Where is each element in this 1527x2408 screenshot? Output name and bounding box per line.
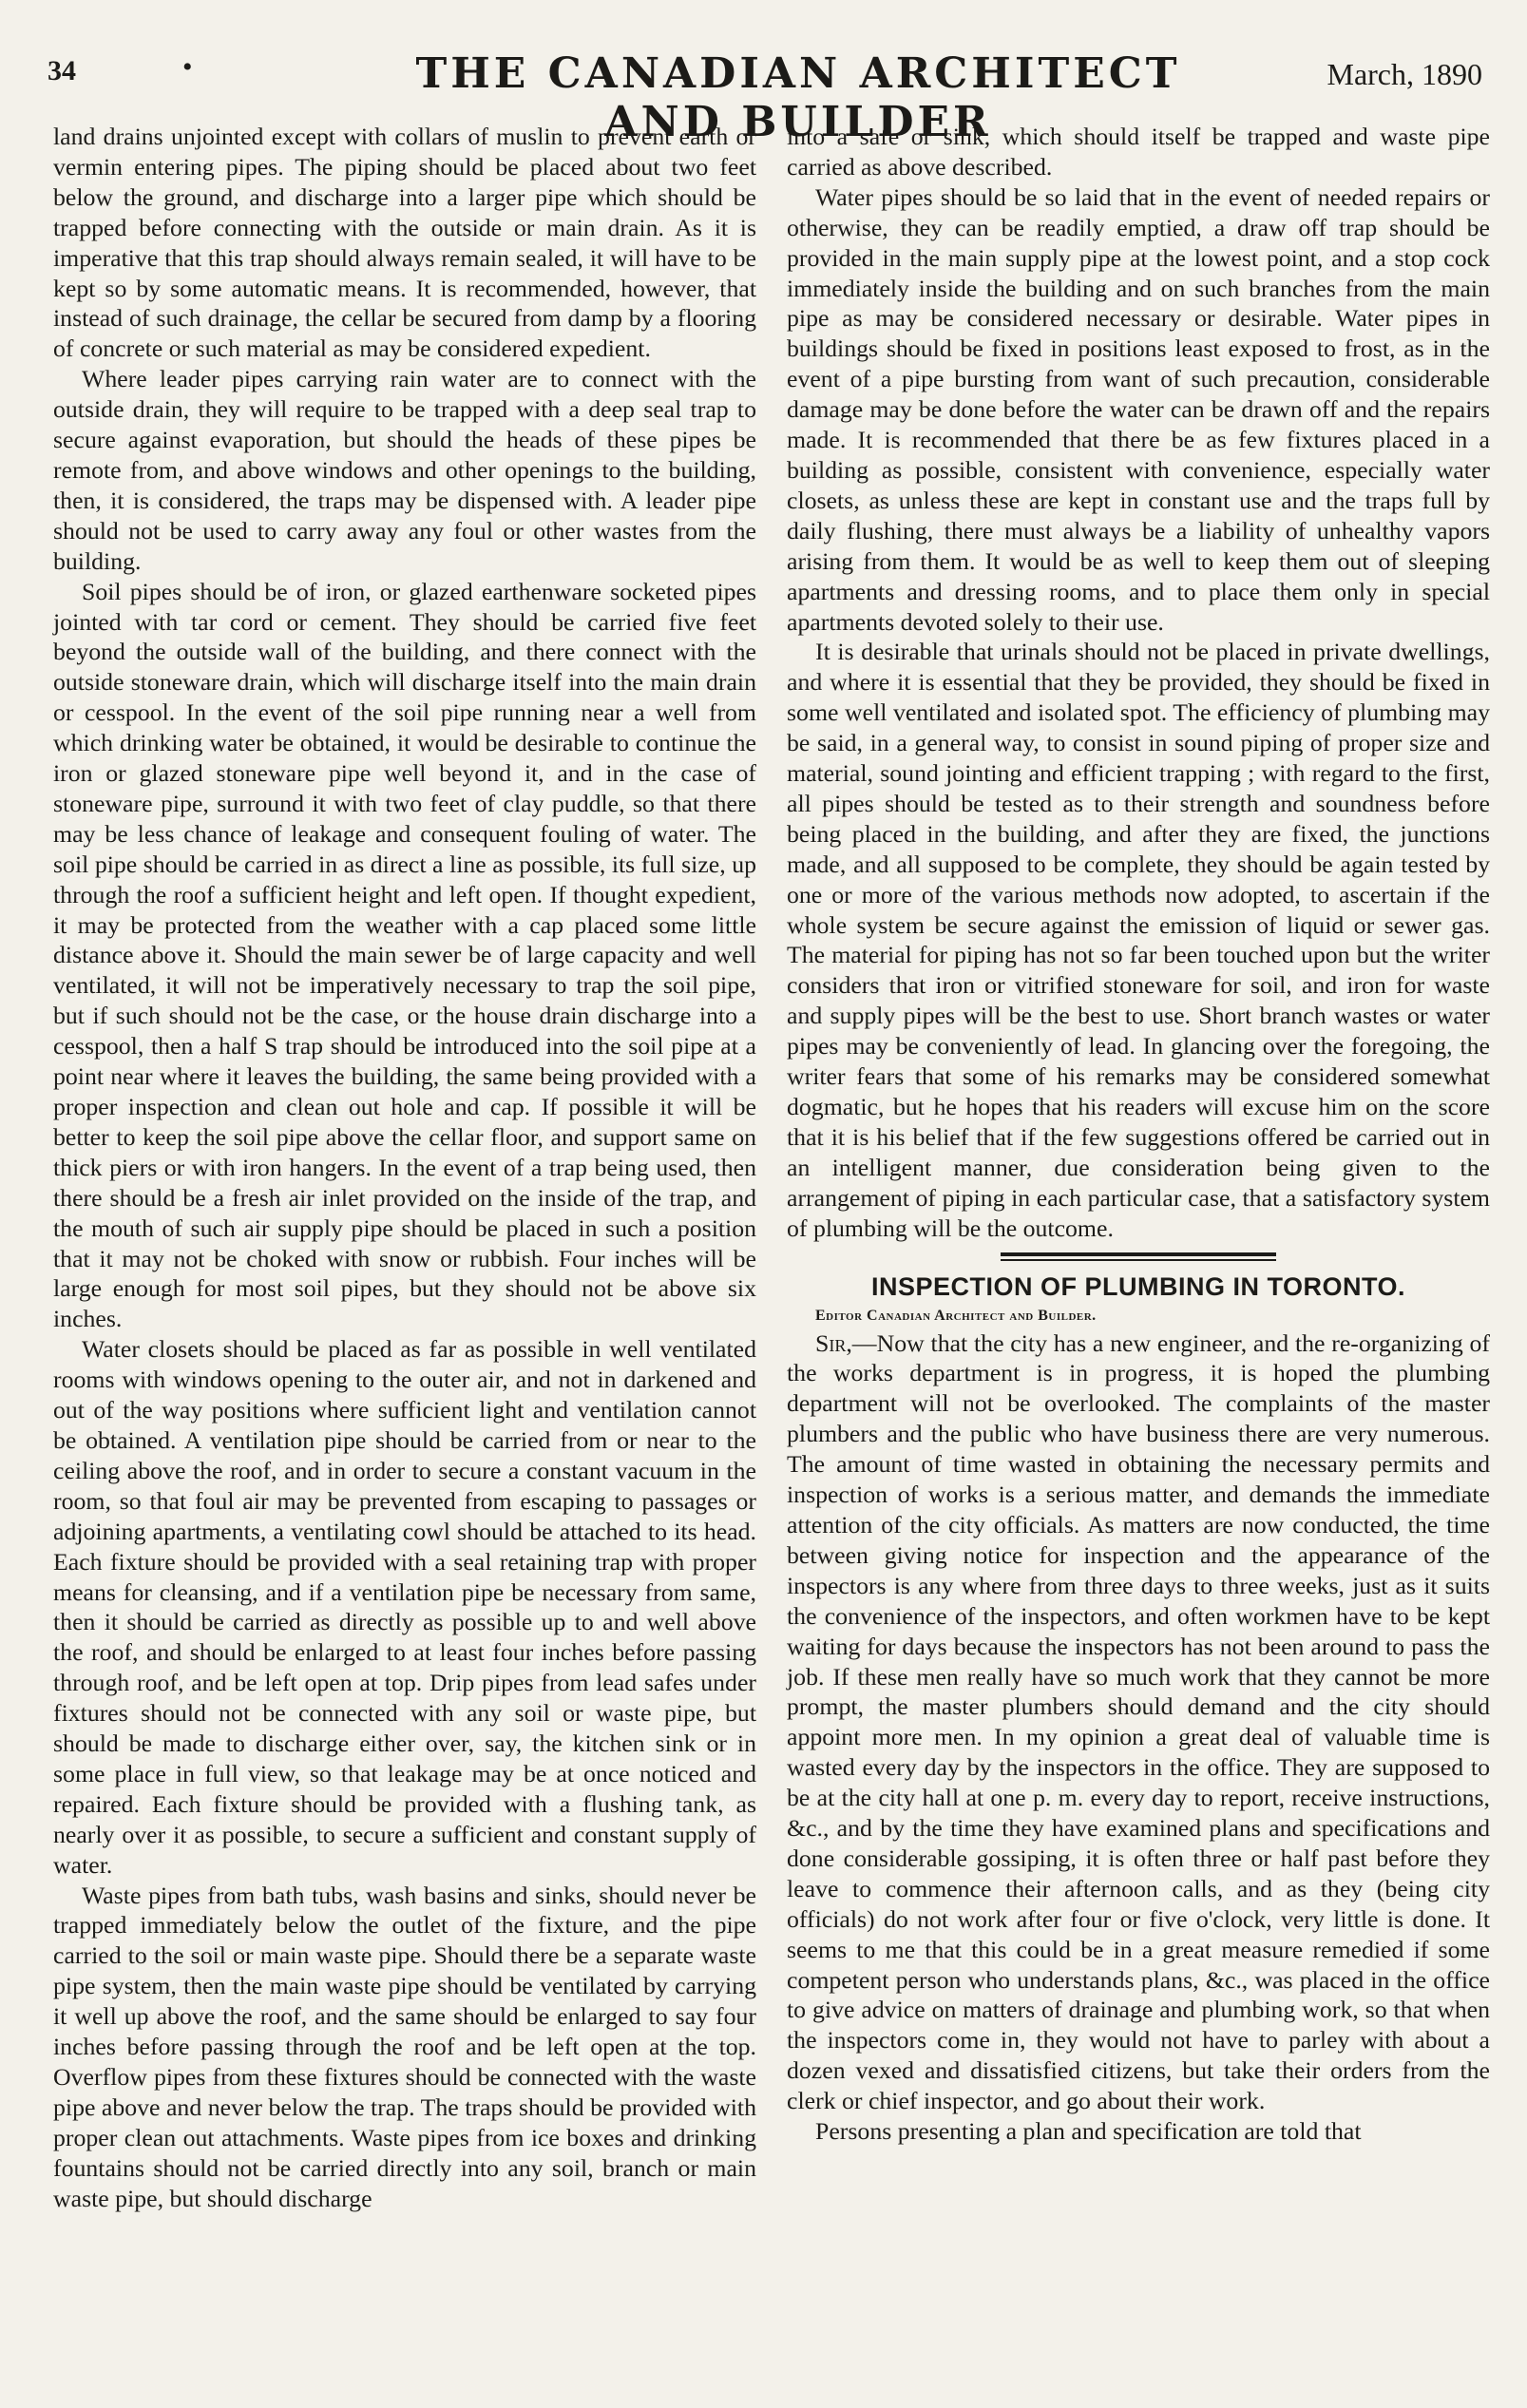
header-separator: •	[182, 51, 193, 83]
page-number: 34	[48, 55, 76, 86]
letter-body: —Now that the city has a new engineer, and the re-organizing of the works department is in progress, it is hoped the plumbing department will not be overlooked. The complaints of the master plumbers and the public who have business there are very numerous. The amount of time wasted in obtaining the necessary permits and inspection of works is a serious matter, and demands the immediate attention of the city officials. As matters are now conducted, the time between giving notice for inspection and the appearance of the inspectors is any where from three days to three weeks, just as it suits the convenience of the inspectors, and often workmen have to be kept waiting for days because the inspectors has not been around to pass the job. If these men really have so much work that they cannot be more prompt, the master plumbers should demand and the city should appoint more men. In my opinion a great deal of valuable time is wasted every day by the inspectors in the office. They are supposed to be at the city hall at one p. m. every day to report, receive instructions, &c., and by the time they have examined plans and specifications and done considerable gossiping, it is often three or half past before they leave to commence their afternoon calls, and as they (being city officials) do not work after four or five o'clock, very little is done. It seems to me that this could be in a great measure remedied if some competent person who understands plans, &c., was placed in the office to give advice on matters of drainage and plumbing work, so that when the inspectors come in, they would not have to parley with about a dozen vexed and dissatisfied citizens, but take their orders from the clerk or chief inspector, and go about their work.	[787, 1328, 1490, 2115]
article-heading: INSPECTION OF PLUMBING IN TORONTO.	[870, 1271, 1406, 1301]
paragraph: Where leader pipes carrying rain water are to connect with the outside drain, they will require to be trapped with a deep seal trap to secure against evaporation, but should the heads of these pipes be remote from, and above windows and other openings to the building, then, it is considered, the traps may be dispensed with. A leader pipe should not be used to carry away any foul or other wastes from the building.	[53, 365, 756, 575]
paragraph: Soil pipes should be of iron, or glazed earthenware socketed pipes jointed with tar cord or cement. They should be carried five feet beyond the outside wall of the building, and there connect with the outside stoneware drain, which will discharge itself into the main drain or cesspool. In the event of the soil pipe running near a well from which drinking water be obtained, it would be desirable to continue the iron or glazed stoneware pipe well beyond it, and in the case of stoneware pipe, surround it with two feet of clay puddle, so that there may be less chance of leakage and consequent fouling of water. The soil pipe should be carried in as direct a line as possible, its full size, up through the roof a sufficient height and left open. If thought expedient, it may be protected from the weather with a cap placed some little distance above it. Should the main sewer be of large capacity and well ventilated, it will not be imperatively necessary to trap the soil pipe, but if such should not be the case, or the house drain discharge into a cesspool, then a half S trap should be introduced into the soil pipe at a point near where it leaves the building, the same being provided with a proper inspection and clean out hole and cap. If possible it will be better to keep the soil pipe above the cellar floor, and support same on thick piers or with iron hangers. In the event of a trap being used, then there should be a fresh air inlet provided on the inside of the trap, and the mouth of such air supply pipe should be placed in such a position that it may not be choked with snow or rubbish. Four inches will be large enough for most soil pipes, but they should not be above six inches.	[53, 577, 756, 1333]
section-divider	[1001, 1252, 1276, 1261]
masthead-title: THE CANADIAN ARCHITECT AND BUILDER	[415, 49, 1181, 146]
page-header	[48, 49, 1482, 146]
paragraph: It is desirable that urinals should not be placed in private dwellings, and where it is essential that they be provided, they should be fixed in some well ventilated and isolated spot. The efficiency of plumbing may be said, in a general way, to consist in sound piping of proper size and material, sound jointing and efficient trapping ; with regard to the first, all pipes should be tested as to their strength and soundness before being placed in the building, and after they are fixed, the junctions made, and all supposed to be complete, they should be again tested by one or more of the various methods now adopted, to ascertain if the whole system be secure against the emission of liquid or sewer gas. The material for piping has not so far been touched upon but the writer considers that iron or vitrified stoneware for soil, and iron for waste and supply pipes will be the best to use. Short branch wastes or water pipes may be conveniently of lead. In glancing over the foregoing, the writer fears that some of his remarks may be considered somewhat dogmatic, but he hopes that his readers will excuse him on the score that it is his belief that if the few suggestions offered be carried out in an intelligent manner, due consideration being given to the arrangement of piping in each particular case, that a satisfactory system of plumbing will be the outcome.	[787, 638, 1490, 1242]
paragraph: land drains unjointed except with collars of muslin to prevent earth or vermin entering pipes. The piping should be placed about two feet below the ground, and discharge into a larger pipe which should be trapped before connecting with the outside or main drain. As it is imperative that this trap should always remain sealed, it will have to be kept so by some automatic means. It is recommended, however, that instead of such drainage, the cellar be secured from damp by a flooring of concrete or such material as may be considered expedient.	[53, 123, 756, 363]
editor-address: Editor Canadian Architect and Builder.	[815, 1307, 1097, 1324]
paragraph: Waste pipes from bath tubs, wash basins and sinks, should never be trapped immediately below the outlet of the fixture, and the pipe carried to the soil or main waste pipe. Should there be a separate waste pipe system, then the main waste pipe should be ventilated by carrying it well up above the roof, and the same should be enlarged to say four inches before passing through the roof and be left open at the top. Overflow pipes from these fixtures should be connected with the waste pipe above and never below the trap. The traps should be provided with proper clean out attachments. Waste pipes from ice boxes and drinking fountains should not be carried directly into any soil, branch or main waste pipe, but should discharge	[53, 1881, 756, 2212]
issue-date: March, 1890	[1327, 57, 1482, 91]
left-column	[53, 122, 756, 2214]
letter-paragraph: Persons presenting a plan and specification are told that	[815, 2117, 1362, 2146]
right-column	[787, 122, 1490, 2147]
letter-paragraph	[787, 1328, 1490, 2117]
letter-salutation: Sir,	[815, 1328, 852, 1357]
divider-thick-line	[1001, 1252, 1276, 1256]
paragraph: Water pipes should be so laid that in the event of needed repairs or otherwise, they can be readily emptied, a draw off trap should be provided in the main supply pipe at the lowest point, and a stop cock immediately inside the building and on such branches from the main pipe as may be considered necessary or desirable. Water pipes in buildings should be fixed in positions least exposed to frost, as in the event of a pipe bursting from want of such precaution, considerable damage may be done before the water can be drawn off and the repairs made. It is recommended that there be as few fixtures placed in a building as possible, consistent with convenience, especially water closets, as unless these are kept in constant use and the traps full by daily flushing, there must always be a liability of unhealthy vapors arising from them. It would be as well to keep them out of sleeping apartments and dressing rooms, and to place them only in special apartments devoted solely to their use.	[787, 182, 1490, 636]
divider-thin-line	[1001, 1259, 1276, 1261]
paragraph: Water closets should be placed as far as possible in well ventilated rooms with windows opening to the outer air, and not in darkened and out of the way positions where sufficient light and ventilation cannot be obtained. A ventilation pipe should be carried from or near to the ceiling above the roof, and in order to secure a constant vacuum in the room, so that foul air may be prevented from escaping to passages or adjoining apartments, a ventilating cowl should be attached to its head. Each fixture should be provided with a seal retaining trap with proper means for cleansing, and if a ventilation pipe be necessary from same, then it should be carried as directly as possible up to and well above the roof, and should be enlarged to at least four inches before passing through roof, and be left open at top. Drip pipes from lead safes under fixtures should not be connected with any soil or waste pipe, but should be made to discharge either over, say, the kitchen sink or in some place in full view, so that leakage may be at once noticed and repaired. Each fixture should be provided with a flushing tank, as nearly over it as possible, to secure a sufficient and constant supply of water.	[53, 1335, 756, 1879]
paragraph: into a safe or sink, which should itself be trapped and waste pipe carried as above described.	[787, 123, 1490, 181]
